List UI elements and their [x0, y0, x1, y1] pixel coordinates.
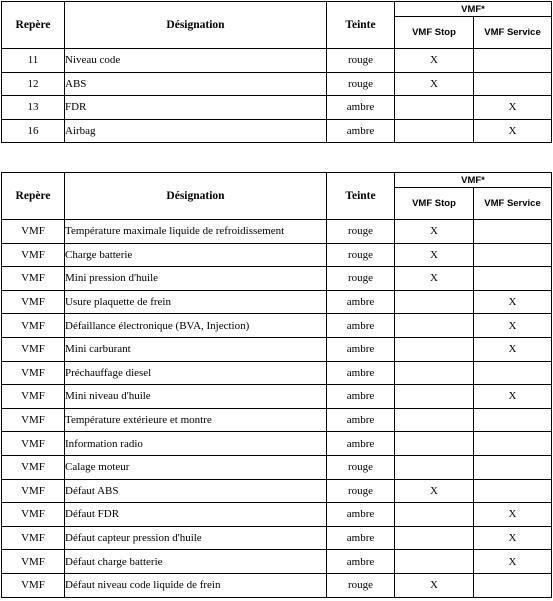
repere-cell: VMF — [2, 337, 65, 361]
vmf-service-cell — [474, 479, 552, 503]
designation-cell: Défaut FDR — [65, 503, 327, 527]
repere-cell: VMF — [2, 267, 65, 291]
repere-cell: VMF — [2, 526, 65, 550]
teinte-cell: ambre — [327, 361, 395, 385]
vmf-service-cell — [474, 361, 552, 385]
teinte-cell: rouge — [327, 72, 395, 96]
vmf-stop-cell — [395, 361, 474, 385]
vmf-service-cell — [474, 455, 552, 479]
table-row — [2, 526, 552, 550]
designation-cell: Mini niveau d'huile — [65, 385, 327, 409]
designation-cell: Température maximale liquide de refroidissement — [65, 220, 327, 244]
table-row — [2, 408, 552, 432]
indicator-table-2 — [1, 172, 552, 598]
teinte-cell: ambre — [327, 337, 395, 361]
vmf-stop-cell — [395, 526, 474, 550]
vmf-stop-cell — [395, 550, 474, 574]
vmf-service-cell — [474, 220, 552, 244]
designation-cell: Défaut charge batterie — [65, 550, 327, 574]
repere-cell: VMF — [2, 220, 65, 244]
table-row — [2, 220, 552, 244]
vmf-service-cell — [474, 49, 552, 73]
table-row — [2, 361, 552, 385]
vmf-service-cell: X — [474, 385, 552, 409]
repere-cell: VMF — [2, 314, 65, 338]
teinte-cell: rouge — [327, 243, 395, 267]
designation-cell: Défaut niveau code liquide de frein — [65, 573, 327, 597]
vmf-service-cell: X — [474, 550, 552, 574]
repere-cell: VMF — [2, 550, 65, 574]
teinte-cell: ambre — [327, 385, 395, 409]
header-teinte: Teinte — [327, 2, 395, 49]
repere-cell: 16 — [2, 119, 65, 143]
table-row — [2, 455, 552, 479]
table-row — [2, 573, 552, 597]
table-row — [2, 49, 552, 73]
header-vmf-stop: VMF Stop — [395, 188, 474, 220]
repere-cell: VMF — [2, 503, 65, 527]
designation-cell: Préchauffage diesel — [65, 361, 327, 385]
indicator-table-1 — [1, 1, 552, 143]
repere-cell: 11 — [2, 49, 65, 73]
table-row — [2, 337, 552, 361]
vmf-stop-cell — [395, 503, 474, 527]
header-repere: Repère — [2, 2, 65, 49]
teinte-cell: rouge — [327, 479, 395, 503]
designation-cell: Température extérieure et montre — [65, 408, 327, 432]
repere-cell: VMF — [2, 361, 65, 385]
vmf-stop-cell — [395, 337, 474, 361]
designation-cell: Défaut ABS — [65, 479, 327, 503]
repere-cell: 13 — [2, 96, 65, 120]
header-vmf: VMF* — [395, 173, 552, 188]
vmf-service-cell — [474, 408, 552, 432]
header-designation: Désignation — [65, 2, 327, 49]
repere-cell: VMF — [2, 290, 65, 314]
teinte-cell: rouge — [327, 267, 395, 291]
designation-cell: Information radio — [65, 432, 327, 456]
designation-cell: Niveau code — [65, 49, 327, 73]
vmf-service-cell: X — [474, 96, 552, 120]
repere-cell: VMF — [2, 243, 65, 267]
repere-cell: VMF — [2, 432, 65, 456]
vmf-service-cell — [474, 72, 552, 96]
teinte-cell: rouge — [327, 573, 395, 597]
teinte-cell: ambre — [327, 550, 395, 574]
designation-cell: Charge batterie — [65, 243, 327, 267]
vmf-stop-cell: X — [395, 220, 474, 244]
table-row — [2, 432, 552, 456]
vmf-stop-cell — [395, 119, 474, 143]
table-row — [2, 72, 552, 96]
designation-cell: Calage moteur — [65, 455, 327, 479]
header-vmf-service: VMF Service — [474, 17, 552, 49]
vmf-service-cell — [474, 267, 552, 291]
designation-cell: Mini pression d'huile — [65, 267, 327, 291]
teinte-cell: ambre — [327, 119, 395, 143]
vmf-stop-cell: X — [395, 573, 474, 597]
teinte-cell: ambre — [327, 503, 395, 527]
vmf-service-cell — [474, 243, 552, 267]
teinte-cell: ambre — [327, 526, 395, 550]
designation-cell: Défaillance électronique (BVA, Injection) — [65, 314, 327, 338]
vmf-stop-cell — [395, 432, 474, 456]
designation-cell: FDR — [65, 96, 327, 120]
designation-cell: Mini carburant — [65, 337, 327, 361]
vmf-stop-cell — [395, 290, 474, 314]
teinte-cell: rouge — [327, 220, 395, 244]
table-row — [2, 479, 552, 503]
vmf-service-cell: X — [474, 526, 552, 550]
vmf-stop-cell: X — [395, 243, 474, 267]
vmf-stop-cell: X — [395, 267, 474, 291]
vmf-service-cell — [474, 432, 552, 456]
repere-cell: VMF — [2, 385, 65, 409]
vmf-stop-cell — [395, 455, 474, 479]
repere-cell: VMF — [2, 479, 65, 503]
header-teinte: Teinte — [327, 173, 395, 220]
table-row — [2, 290, 552, 314]
teinte-cell: ambre — [327, 432, 395, 456]
designation-cell: ABS — [65, 72, 327, 96]
vmf-service-cell: X — [474, 290, 552, 314]
designation-cell: Airbag — [65, 119, 327, 143]
table-row — [2, 385, 552, 409]
table-row — [2, 314, 552, 338]
table-row — [2, 119, 552, 143]
vmf-service-cell: X — [474, 337, 552, 361]
vmf-service-cell: X — [474, 314, 552, 338]
repere-cell: VMF — [2, 573, 65, 597]
header-repere: Repère — [2, 173, 65, 220]
designation-cell: Usure plaquette de frein — [65, 290, 327, 314]
teinte-cell: ambre — [327, 96, 395, 120]
header-vmf: VMF* — [395, 2, 552, 17]
table-row — [2, 550, 552, 574]
teinte-cell: rouge — [327, 49, 395, 73]
header-vmf-service: VMF Service — [474, 188, 552, 220]
teinte-cell: rouge — [327, 455, 395, 479]
teinte-cell: ambre — [327, 314, 395, 338]
repere-cell: VMF — [2, 455, 65, 479]
vmf-stop-cell — [395, 408, 474, 432]
teinte-cell: ambre — [327, 408, 395, 432]
repere-cell: VMF — [2, 408, 65, 432]
header-designation: Désignation — [65, 173, 327, 220]
table-row — [2, 267, 552, 291]
header-vmf-stop: VMF Stop — [395, 17, 474, 49]
vmf-stop-cell: X — [395, 479, 474, 503]
table-row — [2, 96, 552, 120]
vmf-stop-cell: X — [395, 49, 474, 73]
teinte-cell: ambre — [327, 290, 395, 314]
vmf-service-cell: X — [474, 119, 552, 143]
vmf-stop-cell — [395, 385, 474, 409]
vmf-service-cell: X — [474, 503, 552, 527]
table-row — [2, 503, 552, 527]
table-row — [2, 243, 552, 267]
vmf-stop-cell — [395, 96, 474, 120]
vmf-service-cell — [474, 573, 552, 597]
vmf-stop-cell: X — [395, 72, 474, 96]
repere-cell: 12 — [2, 72, 65, 96]
designation-cell: Défaut capteur pression d'huile — [65, 526, 327, 550]
vmf-stop-cell — [395, 314, 474, 338]
